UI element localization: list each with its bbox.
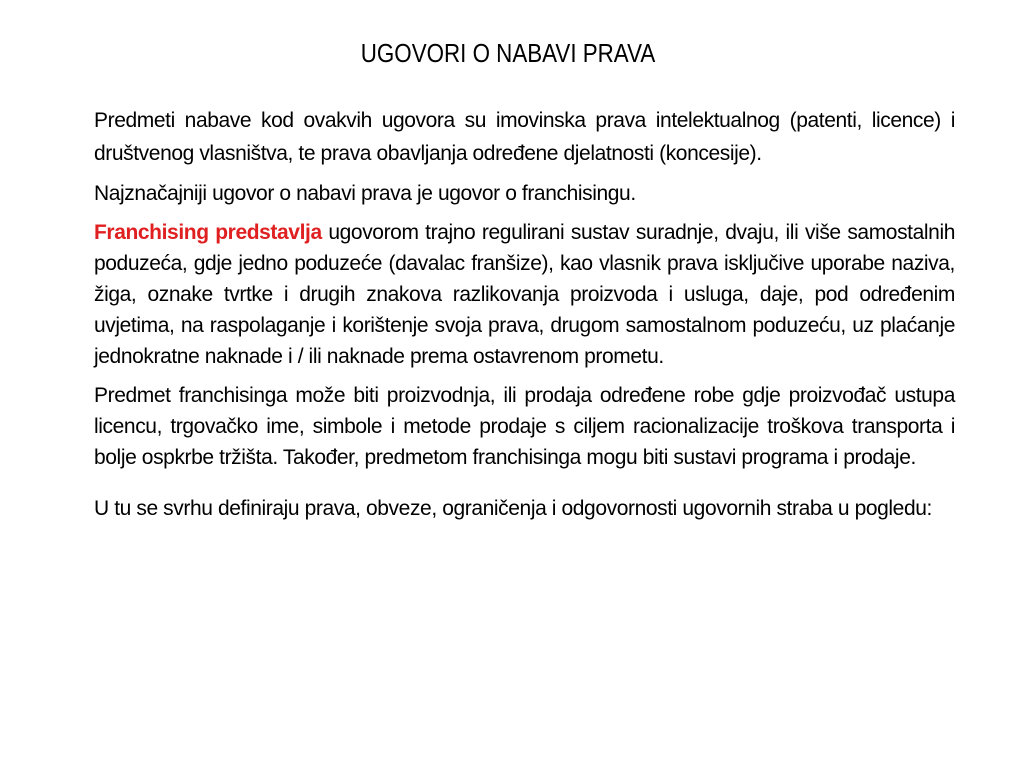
- paragraph-rights-obligations: U tu se svrhu definiraju prava, obveze, ograničenja i odgovornosti ugovornih straba u pogledu:: [94, 497, 932, 520]
- paragraph-franchising-intro: Najznačajniji ugovor o nabavi prava je ugovor o franchisingu.: [94, 182, 636, 205]
- paragraph-subject-of-acquisition: Predmeti nabave kod ovakvih ugovora su imovinska prava intelektualnog (patenti, licence) i društvenog vlasništva, te prava obavljanja određene djelatnosti (koncesije).: [94, 109, 955, 165]
- franchising-definition-text: ugovorom trajno regulirani sustav suradnje, dvaju, ili više samostalnih poduzeća, gdje jedno poduzeće (davalac franšize), kao vlasnik prava isključive uporabe naziva, žiga, oznake tvrtke i drugih znakova razlikovanja proizvoda i usluga, daje, pod određenim uvjetima, na raspolaganje i korištenje svoja prava, drugom samostalnom poduzeću, uz plaćanje jednokratne naknade i / ili naknade prema ostavrenom prometu.: [94, 221, 955, 368]
- slide-title: UGOVORI O NABAVI PRAVA: [360, 38, 656, 68]
- slide-body: [94, 104, 955, 534]
- paragraph-franchising-subject: Predmet franchisinga može biti proizvodnja, ili prodaja određene robe gdje proizvođač ustupa licencu, trgovačko ime, simbole i metode prodaje s ciljem racionalizacije troškova transporta i bolje ospkrbe tržišta. Također, predmetom franchisinga mogu biti sustavi programa i prodaje.: [94, 384, 955, 469]
- franchising-highlight: Franchising predstavlja: [94, 221, 322, 244]
- paragraph-franchising-definition: [94, 217, 955, 372]
